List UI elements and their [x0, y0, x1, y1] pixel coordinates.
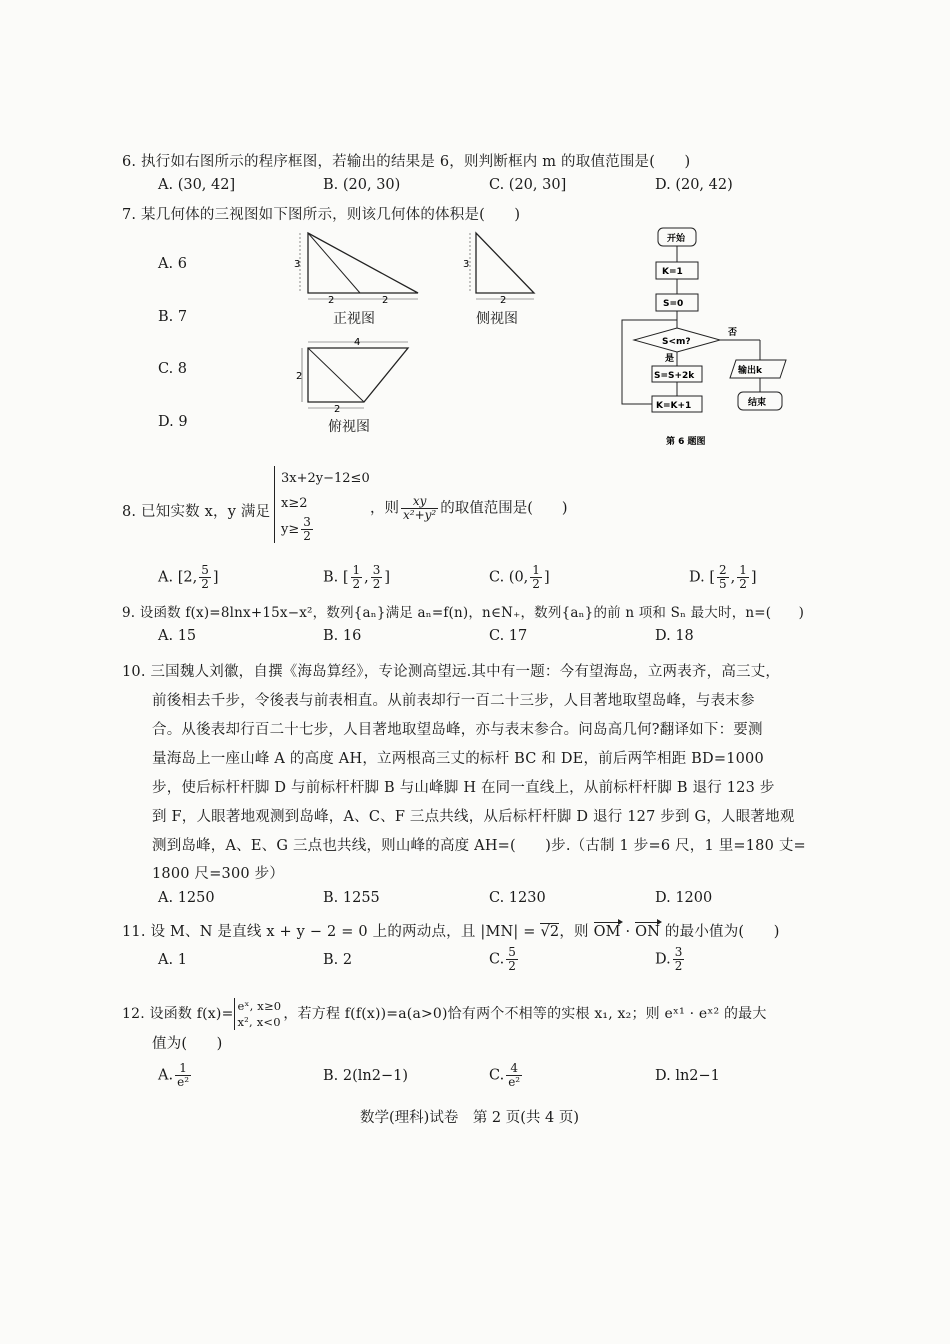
- q12-option-c: [489, 1062, 524, 1089]
- q8-a-post: ]: [212, 569, 219, 586]
- top-view-figure: [294, 334, 424, 424]
- q8-option-c: [489, 564, 550, 591]
- q9-option-d: D. 18: [655, 628, 694, 644]
- q11-mid: ，则: [559, 924, 594, 940]
- q10-line-8: 1800 尺=300 步）: [152, 866, 285, 882]
- q8-option-b: [323, 564, 390, 591]
- q8-d-num2: 1: [739, 563, 747, 577]
- q11-dot: ·: [620, 924, 636, 940]
- q11-d-num: 3: [674, 945, 683, 959]
- q11-option-b: B. 2: [323, 952, 353, 968]
- fc-caption: 第 6 题图: [666, 437, 706, 447]
- side-height-label: 3: [463, 259, 470, 270]
- q11-c-num: 5: [508, 945, 516, 959]
- q8-b-den1: 2: [352, 577, 361, 591]
- q11-c-den: 2: [508, 959, 516, 973]
- q7-option-a: A. 6: [158, 256, 187, 272]
- q9-stem: 9. 设函数 f(x)=8lnx+15x−x²，数列{aₙ}满足 aₙ=f(n)，n∈N₊，数列{aₙ}的前 n 项和 Sₙ 最大时，n=( ): [122, 605, 805, 621]
- q8-b-pre: B. [: [323, 569, 349, 586]
- fc-s0: S=0: [663, 299, 684, 309]
- q6-option-b: B. (20, 30): [323, 177, 401, 193]
- fc-k1: K=1: [662, 267, 683, 277]
- q8-frac-den: x²+y²: [403, 508, 437, 522]
- q12-stem-line2: 值为( ): [152, 1036, 223, 1052]
- q12-a-den: e²: [177, 1075, 190, 1089]
- fc-condition: S<m?: [662, 337, 691, 347]
- top-width-label: 4: [354, 337, 361, 348]
- q8-frac-num: xy: [401, 495, 438, 509]
- q8-c-pre: C. (0,: [489, 569, 529, 586]
- q8-d-den2: 2: [739, 577, 747, 591]
- q8-d-sep: ,: [730, 569, 736, 586]
- q12-case-2: x², x<0: [237, 1015, 281, 1029]
- q10-line-4: 量海岛上一座山峰 A 的高度 AH，立两根高三丈的标杆 BC 和 DE，前后两竿相距 BD=1000: [152, 751, 764, 767]
- q11-vector-on: ON: [635, 924, 661, 940]
- fc-update-k: K=K+1: [656, 401, 692, 411]
- q8-b-num1: 1: [352, 563, 361, 577]
- q6-stem: 6. 执行如右图所示的程序框图，若输出的结果是 6，则判断框内 m 的取值范围是( ): [122, 154, 691, 170]
- q12-stem: [122, 998, 767, 1030]
- q12-c-den: e²: [508, 1075, 521, 1089]
- q11-vector-om: OM: [593, 924, 621, 940]
- q8-constraint-2: x≥2: [281, 496, 308, 511]
- q12-c-pre: C.: [489, 1067, 505, 1084]
- fc-update-s: S=S+2k: [654, 371, 695, 381]
- q12-option-d: D. ln2−1: [655, 1068, 720, 1084]
- flowchart: [610, 220, 810, 452]
- q12-pre: 12. 设函数 f(x)=: [122, 1006, 234, 1022]
- top-view-label: 俯视图: [328, 419, 370, 435]
- q7-stem: 7. 某几何体的三视图如下图所示，则该几何体的体积是( ): [122, 207, 521, 223]
- page-footer: 数学(理科)试卷 第 2 页(共 4 页): [360, 1110, 580, 1126]
- fc-end: 结束: [748, 398, 767, 408]
- q8-a-den: 2: [201, 577, 209, 591]
- q11-c-pre: C.: [489, 951, 505, 968]
- q8-d-num1: 2: [718, 563, 727, 577]
- q8-b-post: ]: [384, 569, 391, 586]
- q9-option-c: C. 17: [489, 628, 528, 644]
- fc-yes: 是: [665, 354, 675, 364]
- q10-option-d: D. 1200: [655, 890, 713, 906]
- fc-no: 否: [728, 328, 738, 338]
- q7-option-d: D. 9: [158, 414, 188, 430]
- q8-d-post: ]: [750, 569, 757, 586]
- q8-constraints: [274, 466, 370, 543]
- q8-c3-den: 2: [303, 529, 311, 543]
- top-bottom-label: 2: [334, 404, 341, 415]
- q8-b-num2: 3: [372, 563, 381, 577]
- q10-option-c: C. 1230: [489, 890, 546, 906]
- front-height-label: 3: [294, 259, 301, 270]
- q8-question: [370, 495, 568, 522]
- side-view-label: 侧视图: [476, 311, 518, 327]
- q6-option-d: D. (20, 42): [655, 177, 733, 193]
- q8-b-sep: ,: [364, 569, 369, 586]
- q10-option-a: A. 1250: [158, 890, 215, 906]
- front-width-label: 2: [328, 295, 335, 306]
- q12-a-num: 1: [175, 1062, 191, 1076]
- q8-constraint-3: [281, 516, 370, 543]
- q10-line-3: 合。从後表却行百二十七步，人目著地取望岛峰，亦与表末参合。问岛高几何?翻译如下：要测: [152, 722, 763, 738]
- q8-suffix: 的取值范围是( ): [440, 500, 568, 517]
- q10-line-7: 测到岛峰，A、E、G 三点也共线，则山峰的高度 AH=( )步.（古制 1 步=6 尺，1 里=180 丈=: [152, 838, 806, 854]
- q8-option-a: [158, 564, 219, 591]
- q12-post: ，若方程 f(f(x))=a(a>0)恰有两个不相等的实根 x₁, x₂；则 eˣ¹ · eˣ² 的最大: [283, 1006, 767, 1022]
- q11-sqrt: 2: [549, 924, 560, 940]
- q12-a-pre: A.: [158, 1067, 174, 1084]
- q9-option-a: A. 15: [158, 628, 197, 644]
- q8-a-num: 5: [201, 563, 209, 577]
- top-height-label: 2: [296, 371, 303, 382]
- front-view-label: 正视图: [333, 311, 375, 327]
- fc-start: 开始: [667, 234, 686, 244]
- q12-case-1: eˣ, x≥0: [237, 999, 282, 1013]
- q8-constraint-1: 3x+2y−12≤0: [281, 471, 370, 486]
- q8-c-post: ]: [543, 569, 550, 586]
- q8-mid: ，则: [370, 500, 399, 517]
- q12-option-b: B. 2(ln2−1): [323, 1068, 408, 1084]
- front-width2-label: 2: [382, 295, 389, 306]
- q8-d-pre: D. [: [689, 569, 715, 586]
- q12-option-a: [158, 1062, 193, 1089]
- q12-c-num: 4: [506, 1062, 522, 1076]
- q11-pre: 11. 设 M、N 是直线 x + y − 2 = 0 上的两动点，且 |MN| =: [122, 924, 541, 940]
- q11-option-a: A. 1: [158, 952, 187, 968]
- q10-line-2: 前後相去千步，令後表与前表相直。从前表却行一百二十三步，人目著地取望岛峰，与表末参: [152, 693, 755, 709]
- q8-d-den1: 5: [718, 577, 727, 591]
- q11-option-d: [655, 946, 686, 973]
- q10-line-6: 到 F，人眼著地观测到岛峰，A、C、F 三点共线，从后标杆杆脚 D 退行 127 步到 G，人眼著地观: [152, 809, 795, 825]
- q8-c3-pre: y≥: [281, 522, 300, 537]
- q8-c-den: 2: [532, 577, 540, 591]
- q6-option-a: A. (30, 42]: [158, 177, 236, 193]
- q11-option-c: [489, 946, 520, 973]
- q8-c-num: 1: [532, 563, 540, 577]
- q11-stem: 11. 设 M、N 是直线 x + y − 2 = 0 上的两动点，且 |MN| = √2，则 OM · ON 的最小值为( ): [122, 924, 780, 940]
- q9-option-b: B. 16: [323, 628, 362, 644]
- fc-output: 输出k: [738, 366, 762, 376]
- q8-b-den2: 2: [372, 577, 381, 591]
- q8-a-pre: A. [2,: [158, 569, 198, 586]
- q10-option-b: B. 1255: [323, 890, 380, 906]
- q8-option-d: [689, 564, 757, 591]
- q10-line-1: 10. 三国魏人刘徽，自撰《海岛算经》，专论测高望远.其中有一题：今有望海岛，立两表齐，高三丈，: [122, 664, 781, 680]
- q11-d-pre: D.: [655, 951, 671, 968]
- q10-line-5: 步，使后标杆杆脚 D 与前标杆杆脚 B 与山峰脚 H 在同一直线上，从前标杆杆脚 B 退行 123 步: [152, 780, 775, 796]
- q7-option-b: B. 7: [158, 309, 188, 325]
- q6-option-c: C. (20, 30]: [489, 177, 567, 193]
- q8-prefix: 8. 已知实数 x，y 满足: [122, 504, 271, 520]
- q8-c3-num: 3: [303, 515, 311, 529]
- q11-d-den: 2: [674, 959, 683, 973]
- q7-option-c: C. 8: [158, 361, 188, 377]
- side-width-label: 2: [500, 295, 507, 306]
- q11-post: 的最小值为( ): [660, 924, 780, 940]
